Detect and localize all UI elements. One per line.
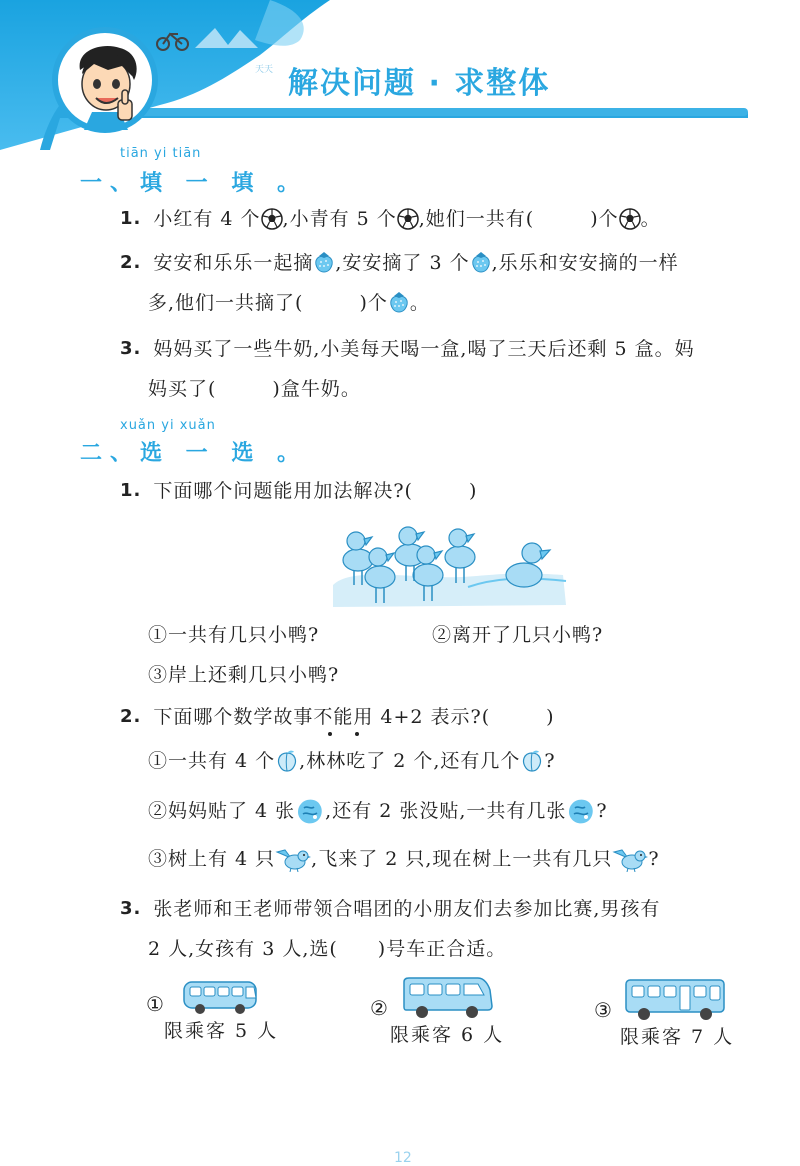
option-text: ①一共有 4 个: [148, 750, 276, 772]
strawberry-icon: [388, 291, 410, 315]
text: 妈买了(: [148, 378, 217, 400]
text: )盒牛奶。: [272, 378, 361, 400]
section2-pinyin: xuǎn yi xuǎn: [120, 418, 216, 433]
option-text: ③岸上还剩几只小鸭?: [148, 664, 340, 686]
text: 下面哪个数学故事不能用 4+2 表示?(: [153, 706, 491, 728]
page-title: 解决问题 · 求整体: [288, 66, 551, 101]
bus-option-mark[interactable]: ③: [594, 998, 612, 1022]
bird-icon: [275, 846, 311, 872]
question-number: 2.: [120, 706, 142, 727]
section1-heading: 一、填 一 填 。: [80, 171, 307, 196]
s1-q1: [120, 206, 661, 232]
text: 张老师和王老师带领合唱团的小朋友们去参加比赛,男孩有: [153, 898, 661, 920]
option-text: ③树上有 4 只: [148, 848, 276, 870]
text: ?: [648, 848, 660, 870]
s2-q1-option2[interactable]: [432, 622, 603, 648]
text: ,她们一共有(: [418, 208, 535, 230]
decor-label: 天天: [255, 65, 274, 75]
s2-q3-line1: [120, 896, 660, 922]
text: ): [468, 480, 478, 502]
option-text: ②离开了几只小鸭?: [432, 624, 604, 646]
bus-icon[interactable]: [402, 976, 494, 1020]
text: ?: [596, 800, 608, 822]
boy-mascot-icon: [62, 40, 152, 130]
text: ,林林吃了 2 个,还有几个: [299, 750, 521, 772]
sticker-icon: [295, 796, 325, 826]
emphasis-dot: [328, 732, 332, 736]
text: ,飞来了 2 只,现在树上一共有几只: [311, 848, 613, 870]
strawberry-icon: [313, 251, 335, 275]
bird-icon: [612, 846, 648, 872]
s2-q3-line2: [148, 936, 506, 962]
section2-heading: 二、选 一 选 。: [80, 441, 307, 466]
text: )号车正合适。: [377, 938, 507, 960]
text: 小红有 4 个: [153, 208, 261, 230]
text: )个: [359, 292, 388, 314]
text: ,小青有 5 个: [282, 208, 397, 230]
s2-q2-option2[interactable]: [148, 796, 608, 826]
section1-pinyin: tiān yi tiān: [120, 146, 202, 161]
question-number: 3.: [120, 898, 142, 919]
text: ,安安摘了 3 个: [335, 252, 470, 274]
question-number: 1.: [120, 208, 142, 229]
s1-q2-line2: [148, 290, 430, 316]
text: 2 人,女孩有 3 人,选(: [148, 938, 338, 960]
page-number: 12: [394, 1150, 412, 1166]
soccer-ball-icon: [619, 208, 641, 230]
text: 多,他们一共摘了(: [148, 292, 304, 314]
s2-q2-option1[interactable]: [148, 748, 556, 774]
s1-q3-line1: [120, 336, 695, 362]
text: 妈妈买了一些牛奶,小美每天喝一盒,喝了三天后还剩 5 盒。妈: [153, 338, 695, 360]
strawberry-icon: [470, 251, 492, 275]
text: 。: [640, 208, 661, 230]
question-number: 2.: [120, 252, 142, 273]
s2-q1-option1[interactable]: [148, 622, 319, 648]
text: ): [546, 706, 555, 728]
s2-q2-option3[interactable]: [148, 846, 660, 872]
option-text: ①一共有几只小鸭?: [148, 624, 320, 646]
soccer-ball-icon: [397, 208, 419, 230]
peach-icon: [275, 749, 299, 773]
s1-q2-line1: [120, 250, 679, 276]
s2-q1-stem: [120, 478, 477, 504]
bus-capacity-label: 限乘客 5 人: [164, 1020, 279, 1042]
text: ?: [544, 750, 556, 772]
text: 下面哪个问题能用加法解决?(: [153, 480, 413, 502]
bus-option-mark[interactable]: ①: [146, 992, 164, 1016]
bus-option-mark[interactable]: ②: [370, 996, 388, 1020]
sticker-icon: [566, 796, 596, 826]
s2-q2-stem: [120, 704, 555, 730]
soccer-ball-icon: [261, 208, 283, 230]
ducks-illustration: [328, 515, 568, 610]
s1-q3-line2: [148, 376, 361, 402]
bus-icon[interactable]: [624, 978, 728, 1022]
question-number: 1.: [120, 480, 142, 501]
emphasis-dot: [355, 732, 359, 736]
text: 安安和乐乐一起摘: [153, 252, 314, 274]
peach-icon: [520, 749, 544, 773]
text: ,还有 2 张没贴,一共有几张: [325, 800, 567, 822]
text: )个: [590, 208, 619, 230]
text: ,乐乐和安安摘的一样: [491, 252, 679, 274]
bus-capacity-label: 限乘客 7 人: [620, 1026, 735, 1048]
text: 。: [409, 292, 430, 314]
bus-capacity-label: 限乘客 6 人: [390, 1024, 505, 1046]
bus-icon[interactable]: [182, 978, 260, 1016]
option-text: ②妈妈贴了 4 张: [148, 800, 296, 822]
question-number: 3.: [120, 338, 142, 359]
s2-q1-option3[interactable]: [148, 662, 339, 688]
